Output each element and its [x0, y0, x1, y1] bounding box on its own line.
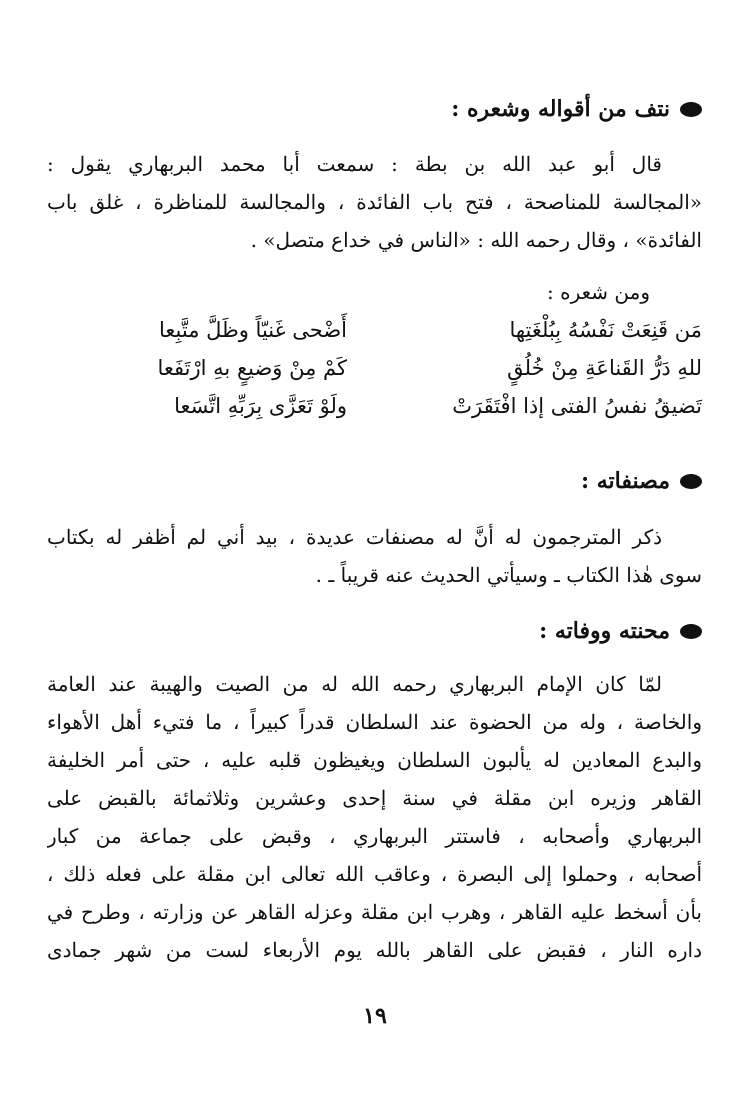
paragraph-line: الفائدة» ، وقال رحمه الله : «الناس في خداع متصل» . [250, 228, 702, 252]
paragraph-line: البربهاري وأصحابه ، فاستتر البربهاري ، وقبض على جماعة من كبار [47, 824, 702, 848]
section-heading-sayings [451, 96, 702, 122]
poem [47, 318, 702, 432]
heading-text: محنته ووفاته : [539, 618, 670, 644]
paragraph-line: سوى هٰذا الكتاب ـ وسيأتي الحديث عنه قريباً ـ . [315, 563, 702, 587]
section-heading-works [581, 468, 702, 494]
heading-text: نتف من أقواله وشعره : [451, 96, 670, 122]
bullet-icon [680, 102, 702, 117]
paragraph-line: قال أبو عبد الله بن بطة : سمعت أبا محمد البربهاري يقول : [47, 152, 662, 176]
paragraph-line: أصحابه ، وحملوا إلى البصرة ، وعاقب الله تعالى ابن مقلة على فعله ذلك ، [47, 862, 702, 886]
paragraph-line: «المجالسة للمناصحة ، فتح باب الفائدة ، والمجالسة للمناظرة ، غلق باب [47, 190, 702, 214]
paragraph-line: القاهر وزيره ابن مقلة في سنة إحدى وعشرين وثلاثمائة بالقبض على [47, 786, 702, 810]
sayings-paragraph [47, 145, 702, 259]
poem-verse [47, 356, 702, 394]
heading-text: مصنفاته : [580, 468, 670, 494]
paragraph-line: بأن أسخط عليه القاهر ، وهرب ابن مقلة وعزله القاهر عن وزارته ، وطرح في [47, 900, 702, 924]
bullet-icon [680, 474, 702, 489]
verse-first-hemistich: مَن قَنِعَتْ نَفْسُهُ بِبُلْغَتِها [509, 318, 702, 342]
works-paragraph [47, 518, 702, 594]
poem-verse [47, 394, 702, 432]
paragraph-line: والخاصة ، وله من الحضوة عند السلطان قدراً كبيراً ، ما فتيء أهل الأهواء [47, 710, 702, 734]
verse-second-hemistich: كَمْ مِنْ وَضيعٍ بهِ ارْتَفَعا [157, 356, 347, 380]
verse-second-hemistich: ولَوْ تَعَزَّى بِرَبِّهِ اتَّسَعا [174, 394, 347, 418]
paragraph-line: والبدع المعادين له يألبون السلطان ويغيظون قلبه عليه ، حتى أمر الخليفة [47, 748, 702, 772]
verse-first-hemistich: للهِ دَرُّ القَناعَةِ مِنْ خُلُقٍ [507, 356, 702, 380]
paragraph-line: لمّا كان الإمام البربهاري رحمه الله له من الصيت والهيبة عند العامة [47, 672, 662, 696]
verse-second-hemistich: أَضْحى غَنيّاً وظَلَّ متَّبِعا [158, 318, 347, 342]
ordeal-paragraph [47, 665, 702, 969]
bullet-icon [680, 624, 702, 639]
page-number: ١٩ [363, 1003, 387, 1029]
paragraph-line: ذكر المترجمون له أنَّ له مصنفات عديدة ، بيد أني لم أظفر له بكتاب [47, 525, 662, 549]
poem-verse [47, 318, 702, 356]
section-heading-ordeal [539, 618, 702, 644]
paragraph-line: داره النار ، فقبض على القاهر بالله يوم الأربعاء لست من شهر جمادى [47, 938, 702, 962]
verse-first-hemistich: تَضيقُ نفسُ الفتى إذا افْتَقَرَتْ [452, 394, 702, 418]
poem-intro: ومن شعره : [547, 280, 650, 304]
